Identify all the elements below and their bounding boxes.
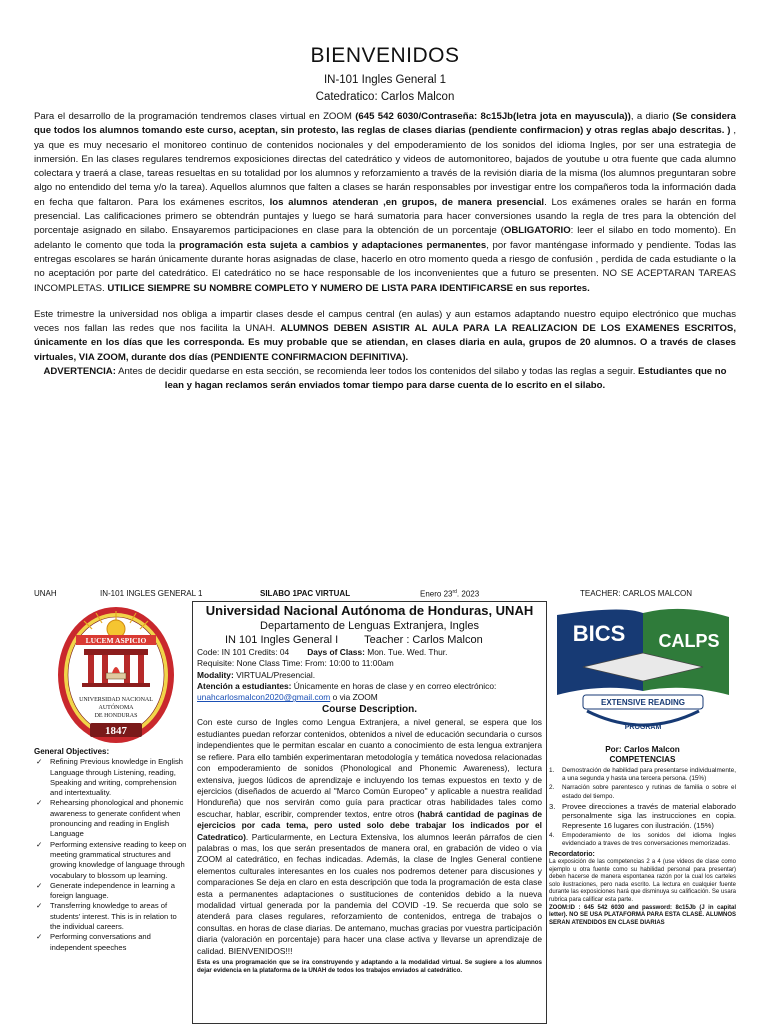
competencias-heading: COMPETENCIAS bbox=[609, 755, 676, 764]
right-column bbox=[549, 601, 736, 1024]
zoom-info: ZOOM:ID : 645 542 6030 and password: 8c15Jb (J in capital letter). NO SE USA PLATAFORMA PARA ESTA CLASE. ALUMNOS SERAN ATENDIDOS EN CLASE DIARIAS bbox=[549, 904, 736, 926]
checkmark-icon: ✓ bbox=[36, 880, 43, 890]
teacher-subtitle: Catedratico: Carlos Malcon bbox=[315, 91, 455, 103]
header-org: UNAH bbox=[34, 589, 57, 598]
checkmark-icon: ✓ bbox=[36, 901, 43, 911]
objective-item: ✓ Generate independence in learning a foreign language. bbox=[36, 880, 175, 901]
header-silabo: SILABO 1PAC VIRTUAL bbox=[260, 589, 351, 598]
welcome-body bbox=[34, 110, 736, 394]
requisite-time: Requisite: None Class Time: From: 10:00 to 11:00am bbox=[197, 658, 394, 669]
objective-item: ✓ Refining Previous knowledge in English Language through Listening, reading, Speaking and writing, comprehension and intertextuality. bbox=[36, 757, 183, 798]
checkmark-icon: ✓ bbox=[36, 757, 43, 767]
header-course: IN-101 INGLES GENERAL 1 bbox=[100, 589, 203, 598]
header-teacher: TEACHER: CARLOS MALCON bbox=[580, 589, 693, 598]
bics-calps-logo bbox=[553, 607, 733, 739]
competencia-item: 3. Provee direcciones a través de material elaborado personalmente siga las instrucciones en copia. Represente 16 lugares con ilustración. (15%) bbox=[549, 801, 736, 830]
objectives-list bbox=[34, 757, 189, 953]
calps-word: CALPS bbox=[658, 631, 720, 651]
attention: Atención a estudiantes: Únicamente en horas de clase y en correo electrónico: bbox=[197, 680, 497, 691]
welcome-paragraph-1: Para el desarrollo de la programación tendremos clases virtual en ZOOM (645 542 6030/Contraseña: 8c15Jb(letra jota en mayuscula)), a diario (Se considera que todos los alumnos tomando este curso, aceptan, sin protesto, las reglas de clases diarias (pendiente confirmacion) y otras reglas abajo descritas. ) , ya que es muy necesario el monitoreo continuo de contenidos nocionales y del empoderamiento de los sonidos del idioma Ingles, por ser una estrategia de inmersión. En las clases regulares tendremos exposiciones directas del catedrático y videos de automonitoreo, bajados de youtube u otra fuente que cada alumno colectara y traerá a clase, tareas resueltas en su totalidad por los alumnos y reforzamiento a través de la revisión diaria de la misma (los alumnos preguntaran sobre algo no entendido del tema y/o la tarea). Aquellos alumnos que falten a clases se harán responsables por investigar entre los compañeros toda la información dada en fecha que faltaron. Para los exámenes escritos, los alumnos atenderan ,en grupos, de manera presencial. Los exámenes orales se harán en forma presencial. Las calificaciones primero se obtendrán puntajes y luego se hará sumatoria para hacer conversiones usando la regla de tres para la obtención del porcentaje asignado en silabo. Ensayaremos participaciones en clase para la obtención de un porcentaje (OBLIGATORIO: leer el silabo en todo momento). En adelanto le comento que toda la programación esta sujeta a cambios y adaptaciones permanentes, por favor manténgase informado y pendiente. Todas las entregas escolares se harán únicamente durante horas asignadas de clase, hacerlo en otro momento queda a riesgo de confusión , perdida de cada estudiante o la no aceptación por parte del catedrático. El catedrático no se hace responsable de los inconvenientes que a futuro se presenten. NO SE ACEPTARAN TAREAS INCOMPLETAS. UTILICE SIEMPRE SU NOMBRE COMPLETO Y NUMERO DE LISTA PARA IDENTIFICARSE en sus reportes. bbox=[34, 111, 737, 294]
syllabus-header bbox=[34, 587, 736, 601]
welcome-section bbox=[34, 44, 736, 394]
competencia-item: 4. Empoderamiento de los sonidos del idioma Ingles evidenciado a traves de tres conversaciones memorizadas. bbox=[549, 831, 736, 847]
program-word: PROGRAM bbox=[624, 724, 662, 731]
author-line: Por: Carlos Malcon bbox=[605, 745, 680, 754]
crest-year: 1847 bbox=[105, 725, 127, 737]
page-title: BIENVENIDOS bbox=[310, 44, 460, 67]
course-description-footnote: Esta es una programación que se ira construyendo y adaptando a la modalidad virtual. Se sugiere a los alumnos dejar evidencia en la plataforma de la UNAH de todos los trabajos enviados al catedrático. bbox=[197, 959, 542, 975]
email-link[interactable]: unahcarlosmalcon2020@gmail.com bbox=[197, 692, 331, 703]
checkmark-icon: ✓ bbox=[36, 798, 43, 808]
crest-ring-line3: DE HONDURAS bbox=[94, 713, 138, 719]
competencia-item: 1. Demostración de habilidad para presentarse individualmente, a una segunda y hasta una tercera persona. (15%) bbox=[549, 767, 736, 783]
course-and-teacher: IN 101 Ingles General I Teacher : Carlos Malcon bbox=[225, 634, 483, 646]
objective-item: ✓ Performing conversations and independent speeches bbox=[36, 932, 151, 952]
objective-item: ✓ Rehearsing phonological and phonemic awareness to generate confident when pronouncing and reading in English Language bbox=[36, 798, 184, 839]
syllabus-page bbox=[34, 587, 736, 1024]
university-name: Universidad Nacional Autónoma de Honduras, UNAH bbox=[205, 603, 534, 618]
header-date: Enero 23rd. 2023 bbox=[420, 589, 480, 599]
crest-motto: LUCEM ASPICIO bbox=[85, 636, 147, 645]
course-subtitle: IN-101 Ingles General 1 bbox=[323, 74, 447, 86]
objective-item: ✓ Performing extensive reading to keep on meeting grammatical structures and growing knowledge of language through vocabulary to blossom up learning. bbox=[36, 839, 187, 880]
competencia-item: 2. Narración sobre parentesco y rutinas de familia o sobre el estado del tiempo. bbox=[549, 784, 736, 800]
checkmark-icon: ✓ bbox=[36, 932, 43, 942]
course-description-title: Course Description. bbox=[321, 704, 418, 716]
bics-word: BICS bbox=[572, 621, 626, 646]
code-credits-days: Code: IN 101 Credits: 04 Days of Class: Mon. Tue. Wed. Thur. bbox=[197, 647, 448, 657]
university-crest-logo bbox=[56, 605, 176, 745]
extensive-reading-band: EXTENSIVE READING bbox=[600, 698, 686, 707]
reminder-heading: Recordatorio: bbox=[549, 851, 595, 858]
checkmark-icon: ✓ bbox=[36, 839, 43, 849]
course-info-box bbox=[192, 601, 547, 1024]
department-name: Departamento de Lenguas Extranjera, Ingles bbox=[260, 620, 479, 632]
reminder-text: La exposición de las competencias 2 a 4 (use videos de clase como ejemplo u otra fuente como su habilidad personal para presentar) deben hacerse de manera espontanea razón por la cual los carteles solo ilustraciones, pero nada escrito. La lectura en cualquier fuente durante las exposiciones hará que disminuya su calificación. Se usara rubrica para calificar esta parte. bbox=[549, 859, 736, 903]
competencias-section bbox=[549, 745, 736, 927]
welcome-paragraph-2: Este trimestre la universidad nos obliga a impartir clases desde el campus central (en aulas) y aun estamos adaptando nuestro equipo electrónico que muchas veces nos fallan las redes que nos facilita la UNAH. ALUMNOS DEBEN ASISTIR AL AULA PARA LA REALIZACION DE LOS EXAMENES ESCRITOS, únicamente en los días que les corresponda. Es muy probable que se atiendan, en clases diaria en aula, grupos de 20 alumnos. O a través de clases virtuales, VIA ZOOM, durante dos días (PENDIENTE CONFIRMACION DEFINITIVA). bbox=[34, 308, 736, 363]
general-objectives bbox=[34, 747, 189, 953]
objectives-heading: General Objectives: bbox=[34, 747, 110, 756]
crest-ring-line1: UNIVERSIDAD NACIONAL bbox=[79, 697, 153, 703]
competencias-list bbox=[549, 767, 736, 848]
objective-item: ✓ Transferring knowledge to areas of students' interest. This is in relation to the individual careers. bbox=[36, 901, 177, 932]
crest-ring-line2: AUTÓNOMA bbox=[98, 705, 134, 711]
course-description: Con este curso de Ingles como Lengua Extranjera, a nivel general, se espera que los estudiantes puedan reforzar contenidos, obtenidos a nivel de educación secundaria o cursos independientes que le permitan escalar en cuanto a conocimiento de esta lengua extranjera se refiere. Para ello también experimentaran metodología y temática novedosa relacionadas con empoderamiento de sonidos (Phonological and Phonemic Awareness), lectura extensiva, juegos lúdicos de aprendizaje e incluyendo los temas expuestos en texto y de ejercicios (diseñados de acuerdo al "Marco Común Europeo" y aplicable a nuestra realidad Hondureña) que nos servirán como guía para practicar otras habilidades tales como escuchar, hablar, escribir, comprender textos, entre otros (habrá cantidad de paginas de ejercicios por cada tema, pero usted solo debe trabajar los indicados por el Catedratico). Particularmente, en Lectura Extensiva, los alumnos leerán párrafos de cien palabras o mas, los que serán presentados de manera oral, en grabación de video o via ZOOM al catedrático, en fechas indicadas. Además, la clase de Ingles General contiene elementos culturales interesantes en los cuales nos podremos detener para discusiones y comparaciones Se deja en claro en esta descripción que toda la programación de esta clase esta a permanentes adaptaciones o sustituciones de contenidos debido a la nueva modalidad virtual generada por la pandemia del COVID -19. Se recuerda que solo se atenderá para clases regulares, reforzamiento de contenidos, entrega de trabajos o consultas. en horas de clase diarias. De antemano, muchas gracias por vuestra participación diaria (valoración en porcentaje) para hacer una clase activa y llevarse un aprendizaje de calidad. BIENVENIDOS!!! bbox=[197, 717, 542, 956]
contact-line: unahcarlosmalcon2020@gmail.com o via ZOOM bbox=[197, 692, 378, 703]
modality: Modality: VIRTUAL/Presencial. bbox=[197, 669, 316, 680]
left-column bbox=[34, 601, 189, 1024]
warning-paragraph: ADVERTENCIA: Antes de decidir quedarse en esta sección, se recomienda leer todos los contenidos del silabo y todas las reglas a seguir. Estudiantes que no lean y hagan reclamos serán enviados tomar tiempo para darse cuenta de lo escrito en el silabo. bbox=[43, 366, 727, 392]
